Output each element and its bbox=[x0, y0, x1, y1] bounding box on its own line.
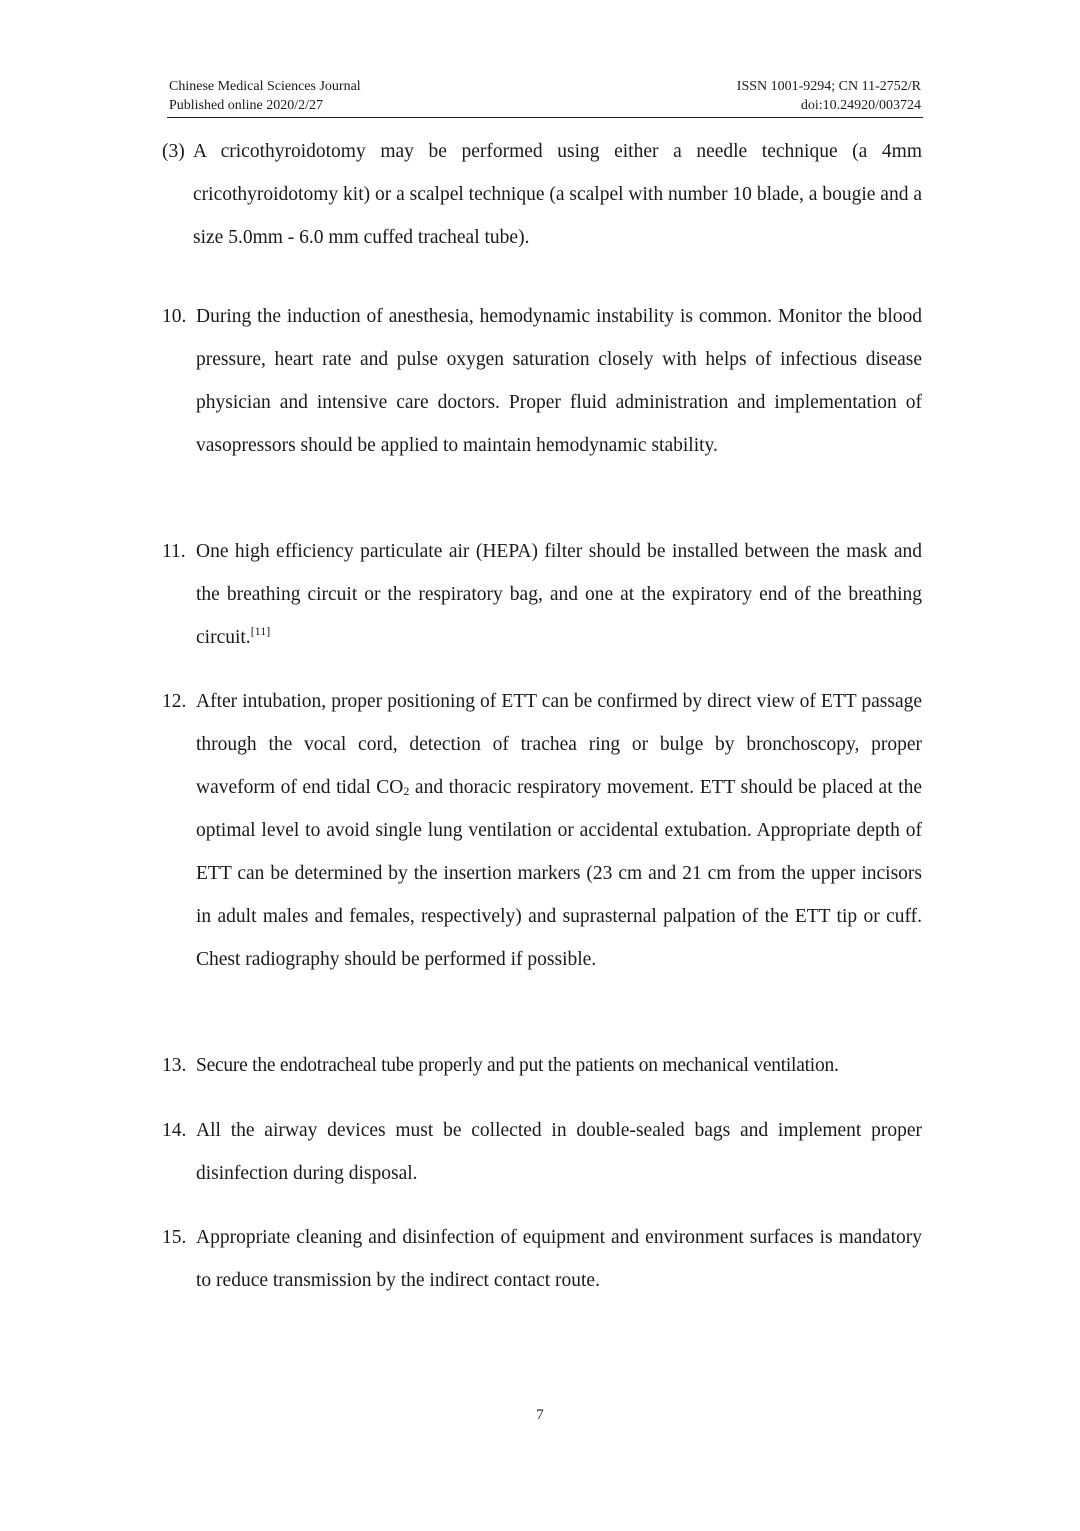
item-text: One high efficiency particulate air (HEPA) filter should be installed between the mask and the breathing circuit or the respiratory bag, and one at the expiratory end of the breathing circuit.[11] bbox=[196, 541, 922, 648]
item-label: 11. bbox=[162, 541, 186, 562]
list-item-12 bbox=[162, 680, 922, 981]
item-label: 13. bbox=[162, 1055, 187, 1076]
item-label: 12. bbox=[162, 691, 187, 712]
journal-name: Chinese Medical Sciences Journal bbox=[169, 79, 361, 94]
item-label: 15. bbox=[162, 1227, 187, 1248]
page-number: 7 bbox=[536, 1407, 544, 1423]
item-text: During the induction of anesthesia, hemodynamic instability is common. Monitor the blood pressure, heart rate and pulse oxygen saturation closely with helps of infectious disease physician and intensive care doctors. Proper fluid administration and implementation of vasopressors should be applied to maintain hemodynamic stability. bbox=[196, 306, 922, 456]
item-text: After intubation, proper positioning of ETT can be confirmed by direct view of ETT passage through the vocal cord, detection of trachea ring or bulge by bronchoscopy, proper waveform of end tidal $CO_2$ and thoracic respiratory movement. ETT should be placed at the optimal level to avoid single lung ventilation or accidental extubation. Appropriate depth of ETT can be determined by the insertion markers (23 cm and 21 cm from the upper incisors in adult males and females, respectively) and suprasternal palpation of the ETT tip or cuff. Chest radiography should be performed if possible. bbox=[196, 691, 922, 970]
citation-ref: [11] bbox=[250, 624, 271, 638]
list-item-14 bbox=[162, 1109, 922, 1195]
published-date: Published online 2020/2/27 bbox=[169, 98, 323, 113]
list-item-10 bbox=[162, 295, 922, 467]
header-right bbox=[737, 77, 921, 115]
item-label: 10. bbox=[162, 306, 187, 327]
list-item-11 bbox=[162, 530, 922, 659]
list-item-13 bbox=[162, 1044, 926, 1087]
item-label: 14. bbox=[162, 1120, 187, 1141]
item-text: Secure the endotracheal tube properly and put the patients on mechanical ventilation. bbox=[196, 1055, 839, 1076]
list-item-sub-3 bbox=[162, 130, 922, 259]
item-text: All the airway devices must be collected in double-sealed bags and implement proper disinfection during disposal. bbox=[196, 1120, 922, 1184]
item-text: A cricothyroidotomy may be performed using either a needle technique (a 4mm cricothyroidotomy kit) or a scalpel technique (a scalpel with number 10 blade, a bougie and a size 5.0mm - 6.0 mm cuffed tracheal tube). bbox=[193, 141, 922, 248]
co2-subscript: 2 bbox=[403, 784, 410, 798]
item-text: Appropriate cleaning and disinfection of equipment and environment surfaces is mandatory to reduce transmission by the indirect contact route. bbox=[196, 1227, 922, 1291]
item-label: (3) bbox=[162, 141, 185, 162]
running-header bbox=[167, 75, 923, 118]
doi: doi:10.24920/003724 bbox=[800, 98, 921, 113]
header-left bbox=[169, 77, 361, 115]
list-item-15 bbox=[162, 1216, 922, 1302]
issn: ISSN 1001-9294; CN 11-2752/R bbox=[736, 79, 921, 94]
